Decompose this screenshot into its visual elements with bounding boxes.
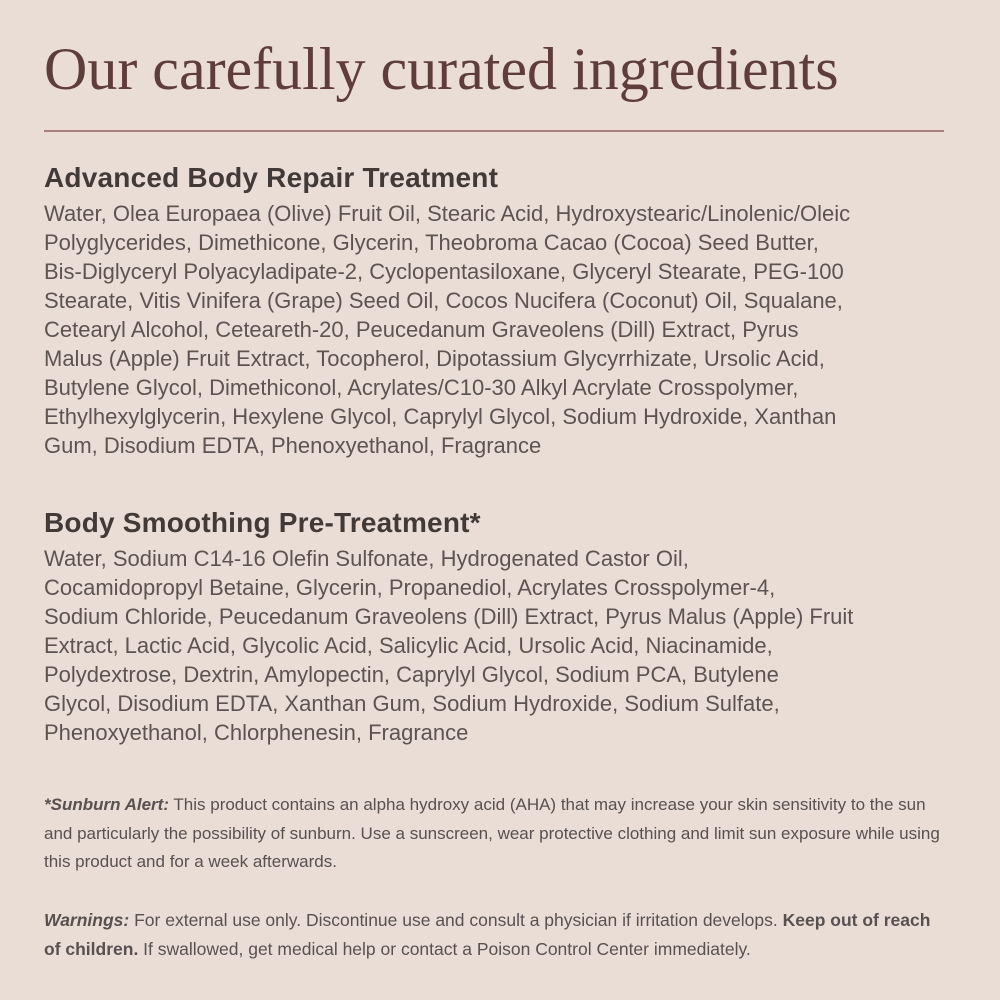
warnings-text-before: For external use only. Discontinue use and consult a physician if irritation develops. xyxy=(129,909,783,930)
title-divider xyxy=(44,130,944,132)
ingredient-line: Extract, Lactic Acid, Glycolic Acid, Salicylic Acid, Ursolic Acid, Niacinamide, xyxy=(44,633,773,658)
ingredient-line: Polyglycerides, Dimethicone, Glycerin, Theobroma Cacao (Cocoa) Seed Butter, xyxy=(44,230,819,255)
warnings-bold-text: Keep out of reach of children. xyxy=(44,909,931,959)
ingredient-list-advanced-body-repair xyxy=(44,199,948,460)
section-heading-advanced-body-repair: Advanced Body Repair Treatment xyxy=(44,162,499,193)
sunburn-alert-paragraph xyxy=(44,791,946,877)
ingredient-line: Glycol, Disodium EDTA, Xanthan Gum, Sodium Hydroxide, Sodium Sulfate, xyxy=(44,691,780,716)
ingredient-line: Butylene Glycol, Dimethiconol, Acrylates/C10-30 Alkyl Acrylate Crosspolymer, xyxy=(44,375,799,400)
warnings-paragraph xyxy=(44,906,946,964)
ingredient-line: Polydextrose, Dextrin, Amylopectin, Caprylyl Glycol, Sodium PCA, Butylene xyxy=(44,662,779,687)
warnings-text-after: If swallowed, get medical help or contact a Poison Control Center immediately. xyxy=(138,938,751,959)
ingredient-line: Cetearyl Alcohol, Ceteareth-20, Peucedanum Graveolens (Dill) Extract, Pyrus xyxy=(44,317,799,342)
ingredient-line: Sodium Chloride, Peucedanum Graveolens (Dill) Extract, Pyrus Malus (Apple) Fruit xyxy=(44,604,854,629)
section-heading-body-smoothing-pre-treatment: Body Smoothing Pre-Treatment* xyxy=(44,507,481,538)
ingredient-line: Phenoxyethanol, Chlorphenesin, Fragrance xyxy=(44,720,469,745)
ingredient-line: Gum, Disodium EDTA, Phenoxyethanol, Fragrance xyxy=(44,433,542,458)
ingredient-line: Malus (Apple) Fruit Extract, Tocopherol, Dipotassium Glycyrrhizate, Ursolic Acid, xyxy=(44,346,825,371)
ingredient-line: Ethylhexylglycerin, Hexylene Glycol, Caprylyl Glycol, Sodium Hydroxide, Xanthan xyxy=(44,404,837,429)
ingredient-line: Bis-Diglyceryl Polyacyladipate-2, Cyclopentasiloxane, Glyceryl Stearate, PEG-100 xyxy=(44,259,844,284)
ingredient-line: Stearate, Vitis Vinifera (Grape) Seed Oil, Cocos Nucifera (Coconut) Oil, Squalane, xyxy=(44,288,843,313)
ingredient-line: Water, Olea Europaea (Olive) Fruit Oil, Stearic Acid, Hydroxystearic/Linolenic/Oleic xyxy=(44,201,851,226)
ingredient-list-body-smoothing-pre-treatment xyxy=(44,544,948,747)
sunburn-alert-label: *Sunburn Alert: xyxy=(44,795,169,814)
ingredient-line: Water, Sodium C14-16 Olefin Sulfonate, Hydrogenated Castor Oil, xyxy=(44,546,689,571)
ingredient-line: Cocamidopropyl Betaine, Glycerin, Propanediol, Acrylates Crosspolymer-4, xyxy=(44,575,776,600)
sunburn-alert-text: This product contains an alpha hydroxy acid (AHA) that may increase your skin sensitivity to the sun and particularly the possibility of sunburn. Use a sunscreen, wear protective clothing and limit sun exposure while using this product and for a week afterwards. xyxy=(44,795,940,871)
page-title: Our carefully curated ingredients xyxy=(44,36,839,102)
warnings-label: Warnings: xyxy=(44,909,130,930)
